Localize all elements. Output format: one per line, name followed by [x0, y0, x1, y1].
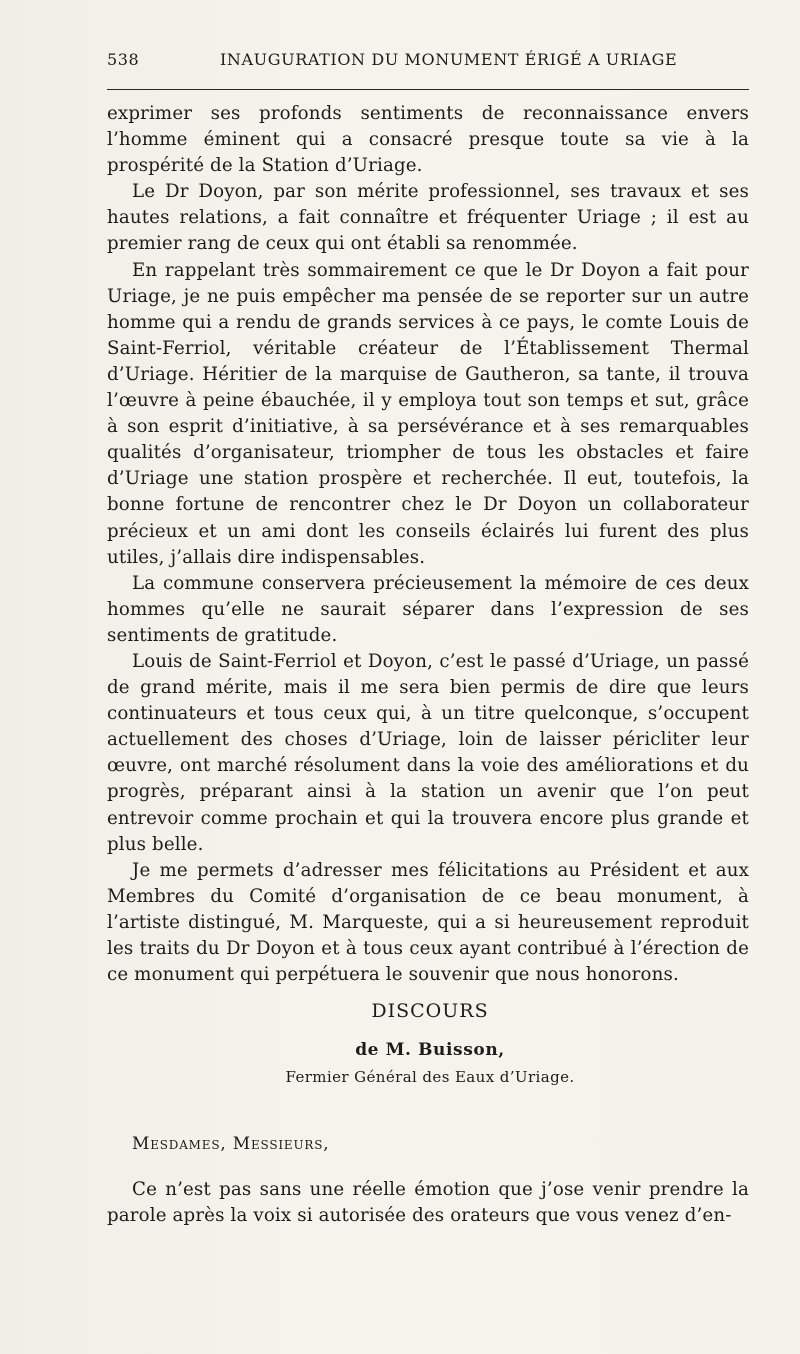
page-header — [107, 50, 749, 76]
page-number: 538 — [107, 50, 140, 69]
speaker-role: Fermier Général des Eaux d’Uriage. — [285, 1068, 575, 1086]
paragraph: Le Dr Doyon, par son mérite professionnel, ses travaux et ses hautes relations, a fait connaître et fréquenter Uriage ; il est au premier rang de ceux qui ont établi sa renommée. — [107, 181, 749, 255]
header-rule — [107, 89, 749, 90]
speaker-name: de M. Buisson, — [355, 1040, 505, 1060]
paragraph: Ce n’est pas sans une réelle émotion que j’ose venir prendre la parole après la voix si autorisée des orateurs que vous venez d’en- — [107, 1179, 749, 1227]
paragraph: exprimer ses profonds sentiments de reconnaissance envers l’homme éminent qui a consacré presque toute sa vie à la prospérité de la Station d’Uriage. — [107, 103, 749, 177]
running-title: INAUGURATION DU MONUMENT ÉRIGÉ A URIAGE — [220, 50, 678, 69]
paragraph: En rappelant très sommairement ce que le Dr Doyon a fait pour Uriage, je ne puis empêcher ma pensée de se reporter sur un autre homme qui a rendu de grands services à ce pays, le comte Louis de Saint-Ferriol, véritable créateur de l’Établissement Thermal d’Uriage. Héritier de la marquise de Gautheron, sa tante, il trouva l’œuvre à peine ébauchée, il y employa tout son temps et sut, grâce à son esprit d’initiative, à sa persévérance et à ses remarquables qualités d’organisateur, triompher de tous les obstacles et faire d’Uriage une station prospère et recherchée. Il eut, toutefois, la bonne fortune de rencontrer chez le Dr Doyon un collaborateur précieux et un ami dont les conseils éclairés lui furent des plus utiles, j’allais dire indispensables. — [107, 259, 749, 568]
paragraph: Je me permets d’adresser mes félicitations au Président et aux Membres du Comité d’organisation de ce beau monument, à l’artiste distingué, M. Marqueste, qui a si heureusement reproduit les traits du Dr Doyon et à tous ceux ayant contribué à l’érection de ce monument qui perpétuera le souvenir que nous honorons. — [107, 859, 749, 986]
body-text — [107, 101, 749, 988]
paragraph: La commune conservera précieusement la mémoire de ces deux hommes qu’elle ne saurait séparer dans l’expression de ses sentiments de gratitude. — [107, 572, 749, 646]
section-title: DISCOURS — [371, 1000, 489, 1022]
speech-opening — [107, 1177, 749, 1229]
salutation: Mesdames, Messieurs, — [132, 1134, 330, 1154]
paragraph: Louis de Saint-Ferriol et Doyon, c’est le passé d’Uriage, un passé de grand mérite, mais il me sera bien permis de dire que leurs continuateurs et tous ceux qui, à un titre quelconque, s’occupent actuellement des choses d’Uriage, loin de laisser péricliter leur œuvre, ont marché résolument dans la voie des améliorations et du progrès, préparant ainsi à la station un avenir que l’on peut entrevoir comme prochain et qui la trouvera encore plus grande et plus belle. — [107, 650, 749, 855]
